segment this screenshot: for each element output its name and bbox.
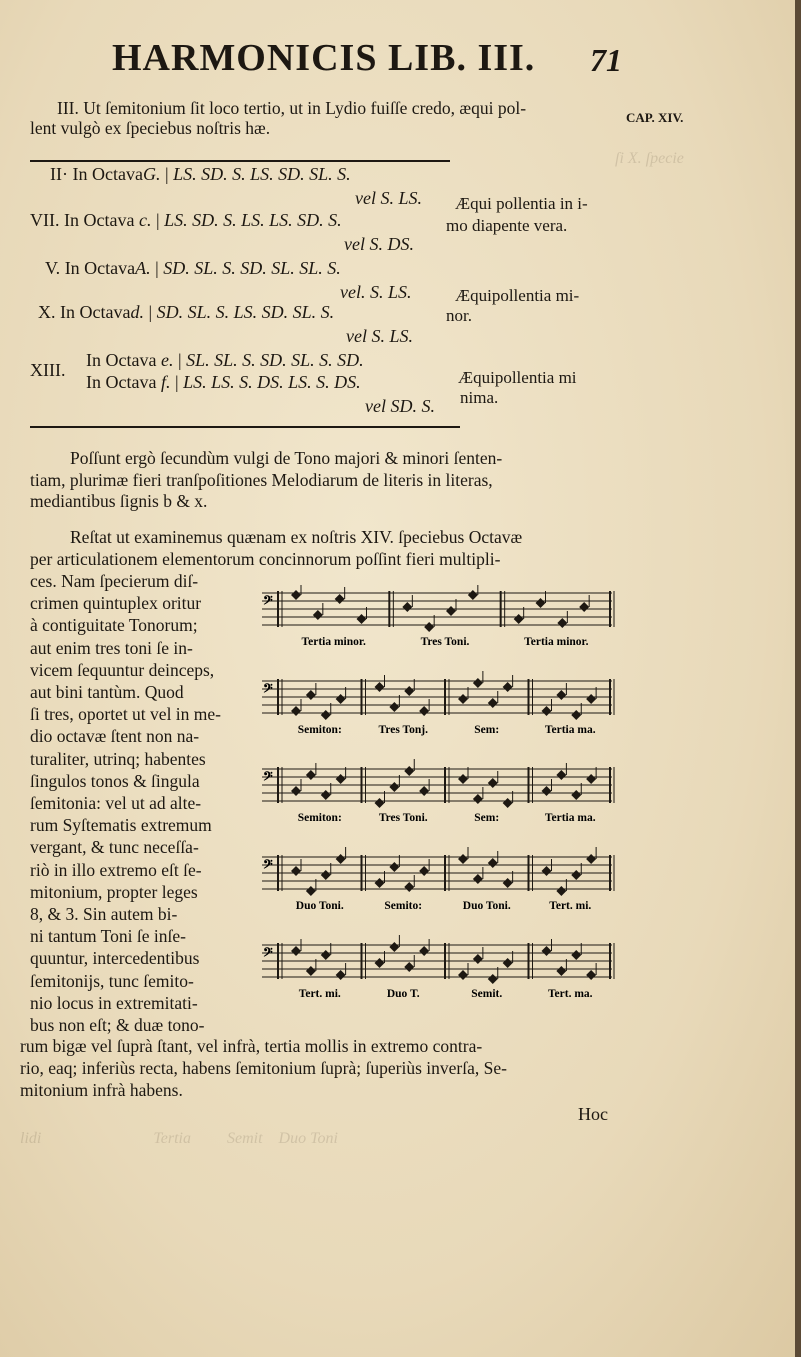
bass-clef-icon: 𝄢 (263, 945, 273, 963)
note-head (321, 790, 331, 800)
catchword: Hoc (578, 1104, 608, 1124)
note-head (542, 706, 552, 716)
table-row: X. In Octavad. | SD. SL. S. LS. SD. SL. S. (38, 302, 335, 322)
table-row (355, 188, 422, 209)
note-head (586, 694, 596, 704)
para3-left-line: nio locus in extremitati- (30, 992, 198, 1013)
music-label: Tres Toni. (420, 636, 470, 648)
row-label: In Octava (86, 350, 157, 370)
bass-clef-icon: 𝄢 (263, 857, 273, 875)
note-head (542, 946, 552, 956)
table-row (346, 326, 413, 347)
para2-line: mediantibus ſignis b & x. (30, 491, 208, 511)
note-head (458, 854, 468, 864)
running-head: HARMONICIS LIB. III. (112, 37, 536, 79)
table-row: VII. In Octava c. | LS. SD. S. LS. LS. SD. S. (30, 210, 342, 230)
note-head (321, 870, 331, 880)
music-label: Tertia minor. (301, 636, 366, 648)
note-head (473, 954, 483, 964)
note-head (557, 618, 567, 628)
para3-left-line: 8, & 3. Sin autem bi- (30, 904, 178, 924)
note-head (586, 774, 596, 784)
note-head (404, 962, 414, 972)
note-head (579, 602, 589, 612)
remark: nima. (460, 388, 499, 407)
note-head (424, 622, 434, 632)
intro-line-1: III. Ut ſemitonium ſit loco tertio, ut in Lydio fuiſſe credo, æqui pol- (57, 98, 527, 118)
row-sequence: vel SD. S. (365, 396, 435, 416)
table-row: In Octava f. | LS. LS. S. DS. LS. S. DS. (86, 372, 361, 392)
table-row (344, 234, 414, 255)
row-numeral: V. (45, 258, 61, 278)
note-head (389, 942, 399, 952)
remark: nor. (446, 306, 472, 325)
remark: Æquipollentia mi- (455, 286, 580, 305)
note-head (488, 858, 498, 868)
table-row: In Octava e. | SL. SL. S. SD. SL. S. SD. (86, 350, 364, 370)
note-head (357, 614, 367, 624)
note-head (542, 786, 552, 796)
note-head (571, 710, 581, 720)
note-head (336, 774, 346, 784)
note-head (375, 682, 385, 692)
note-head (321, 950, 331, 960)
music-label: Tertia minor. (524, 636, 589, 648)
note-head (336, 854, 346, 864)
music-label: Semito: (384, 900, 423, 912)
music-example (262, 585, 614, 648)
note-head (488, 974, 498, 984)
music-examples (262, 585, 620, 1035)
para3-left-line: turaliter, utrinq; habentes (30, 748, 206, 769)
note-head (514, 614, 524, 624)
music-label: Tertia ma. (544, 812, 596, 824)
para3-left-line: ſingulos tonos & ſingula (30, 770, 200, 791)
note-head (321, 710, 331, 720)
note-head (291, 706, 301, 716)
row-sequence: SL. SL. S. SD. SL. S. SD. (186, 350, 364, 370)
music-label: Tert. ma. (547, 988, 593, 1000)
note-head (306, 770, 316, 780)
note-head (291, 590, 301, 600)
note-head (306, 966, 316, 976)
row-sequence: vel S. LS. (355, 188, 422, 208)
row-sequence: LS. SD. S. LS. SD. SL. S. (173, 164, 351, 184)
note-head (473, 794, 483, 804)
music-example (262, 847, 614, 912)
row-key: e. (160, 350, 174, 370)
note-head (571, 950, 581, 960)
para3-left-line: aut enim tres toni ſe in- (30, 637, 193, 658)
music-label: Duo Toni. (462, 900, 511, 912)
para3-line: per articulationem elementorum concinnorum poſſint fieri multipli- (30, 549, 501, 569)
music-label: Duo Toni. (295, 900, 344, 912)
table-row: V. In OctavaA. | SD. SL. S. SD. SL. SL. S. (45, 258, 341, 278)
note-head (468, 590, 478, 600)
note-head (556, 886, 566, 896)
row-sequence: SD. SL. S. SD. SL. SL. S. (163, 258, 341, 278)
note-head (375, 878, 385, 888)
para3-full-line: rio, eaq; inferiùs recta, habens ſemitonium ſuprà; ſuperiùs inverſa, Se- (20, 1058, 507, 1078)
row-label: In Octava (64, 258, 136, 278)
note-head (375, 798, 385, 808)
para3-left-line: ni tantum Toni ſe inſe- (30, 926, 186, 947)
para3-left-line: ſi tres, oportet ut vel in me- (30, 704, 221, 725)
para3-full-line: rum bigæ vel ſuprà ſtant, vel infrà, tertia mollis in extremo contra- (20, 1036, 483, 1056)
row-key: G. (142, 164, 161, 184)
row-label: In Octava (86, 372, 157, 392)
note-head (556, 770, 566, 780)
para3-line: Reſtat ut examinemus quænam ex noſtris XIV. ſpeciebus Octavæ (70, 527, 523, 547)
note-head (313, 610, 323, 620)
row-sequence: LS. SD. S. LS. LS. SD. S. (164, 210, 342, 230)
bass-clef-icon: 𝄢 (263, 769, 273, 787)
row-sequence: vel S. LS. (346, 326, 413, 346)
music-label: Tert. mi. (549, 900, 592, 912)
row-sequence: SD. SL. S. LS. SD. SL. S. (156, 302, 335, 322)
note-head (446, 606, 456, 616)
para3-left-line: mitonium, propter leges (30, 881, 198, 902)
note-head (404, 686, 414, 696)
note-head (404, 882, 414, 892)
note-head (458, 694, 468, 704)
para2-line: tiam, plurimæ fieri tranſpoſitiones Melodiarum de literis in literas, (30, 470, 493, 490)
row-key: c. (138, 210, 152, 230)
note-head (458, 774, 468, 784)
row-key: d. (130, 302, 144, 322)
music-example (262, 759, 614, 824)
para3-left-line: crimen quintuplex oritur (30, 593, 202, 614)
row-sequence: LS. LS. S. DS. LS. S. DS. (183, 372, 361, 392)
remark: Æquipollentia mi (458, 368, 577, 387)
note-head (473, 678, 483, 688)
note-head (571, 870, 581, 880)
page-edge (795, 0, 801, 1357)
music-example (262, 935, 614, 1000)
note-head (291, 866, 301, 876)
note-head (291, 786, 301, 796)
row-numeral: VII. (30, 210, 60, 230)
note-head (419, 706, 429, 716)
note-head (556, 966, 566, 976)
note-head (404, 766, 414, 776)
note-head (306, 690, 316, 700)
note-head (419, 786, 429, 796)
note-head (488, 778, 498, 788)
table-rule-bottom (30, 426, 460, 428)
para3-left-line: bus non eſt; & duæ tono- (30, 1015, 205, 1035)
note-head (586, 854, 596, 864)
note-head (503, 798, 513, 808)
bass-clef-icon: 𝄢 (263, 593, 273, 611)
music-label: Sem: (474, 812, 500, 824)
music-label: Tert. mi. (298, 988, 341, 1000)
row-numeral: II· (50, 164, 68, 184)
row-sequence: vel S. DS. (344, 234, 414, 254)
remark: mo diapente vera. (446, 216, 568, 235)
note-head (503, 682, 513, 692)
note-head (335, 594, 345, 604)
row-label: In Octava (64, 210, 135, 230)
music-label: Semiton: (297, 812, 342, 824)
music-label: Sem: (474, 724, 500, 736)
table-rule-top (30, 160, 450, 162)
page-number: 71 (590, 42, 622, 78)
row-label: In Octava (60, 302, 131, 322)
music-label: Tertia ma. (544, 724, 596, 736)
music-example (262, 671, 614, 736)
para2-line: Poſſunt ergò ſecundùm vulgi de Tono majori & minori ſenten- (70, 448, 503, 468)
para3-full-line: mitonium infrà habens. (20, 1080, 183, 1100)
note-head (503, 878, 513, 888)
para3-left-line: vicem ſequuntur deinceps, (30, 659, 215, 680)
bass-clef-icon: 𝄢 (263, 681, 273, 699)
intro-line-2: lent vulgò ex ſpeciebus noſtris hæ. (30, 118, 271, 138)
para3-left-line: dio octavæ ſtent non na- (30, 726, 200, 747)
note-head (556, 690, 566, 700)
note-head (375, 958, 385, 968)
para3-left-line: à contiguitate Tonorum; (30, 615, 198, 636)
note-head (571, 790, 581, 800)
para3-left-line: rum Syſtematis extremum (30, 815, 212, 836)
table-row (340, 282, 412, 303)
para3-left-line: ces. Nam ſpecierum diſ- (30, 571, 199, 591)
bleed-through: ſi X. ſpecie (615, 150, 684, 167)
para3-left-line: ſemitonijs, tunc ſemito- (30, 970, 194, 991)
note-head (419, 866, 429, 876)
note-head (291, 946, 301, 956)
note-head (389, 782, 399, 792)
bleed-through: lidi Tertia Semit Duo Toni (20, 1130, 338, 1147)
note-head (336, 694, 346, 704)
note-head (503, 958, 513, 968)
table-row-numeral: XIII. (30, 360, 66, 380)
music-label: Tres Tonj. (378, 724, 428, 736)
note-head (488, 698, 498, 708)
note-head (586, 970, 596, 980)
note-head (473, 874, 483, 884)
para3-left-line: aut bini tantùm. Quod (30, 682, 184, 702)
row-sequence: vel. S. LS. (340, 282, 412, 302)
note-head (419, 946, 429, 956)
note-head (536, 598, 546, 608)
row-key: A. (135, 258, 151, 278)
music-label: Tres Toni. (378, 812, 428, 824)
margin-chapter-note: CAP. XIV. (626, 110, 684, 125)
note-head (306, 886, 316, 896)
row-label: In Octava (72, 164, 143, 184)
note-head (402, 602, 412, 612)
para3-left-line: vergant, & tunc neceſſa- (30, 837, 199, 858)
music-label: Duo T. (386, 988, 420, 1000)
row-numeral: X. (38, 302, 56, 322)
row-key: f. (160, 372, 171, 392)
note-head (336, 970, 346, 980)
remark: Æqui pollentia in i- (455, 194, 588, 213)
music-label: Semiton: (297, 724, 342, 736)
note-head (389, 862, 399, 872)
note-head (389, 702, 399, 712)
para3-left-line: riò in illo extremo eſt ſe- (30, 859, 202, 880)
note-head (458, 970, 468, 980)
para3-left-line: quuntur, intercedentibus (30, 948, 200, 969)
table-row (365, 396, 435, 417)
para3-left-line: ſemitonia: vel ut ad alte- (30, 793, 202, 813)
music-label: Semit. (471, 988, 503, 1000)
table-row: II· In OctavaG. | LS. SD. S. LS. SD. SL. S. (50, 164, 351, 184)
note-head (542, 866, 552, 876)
